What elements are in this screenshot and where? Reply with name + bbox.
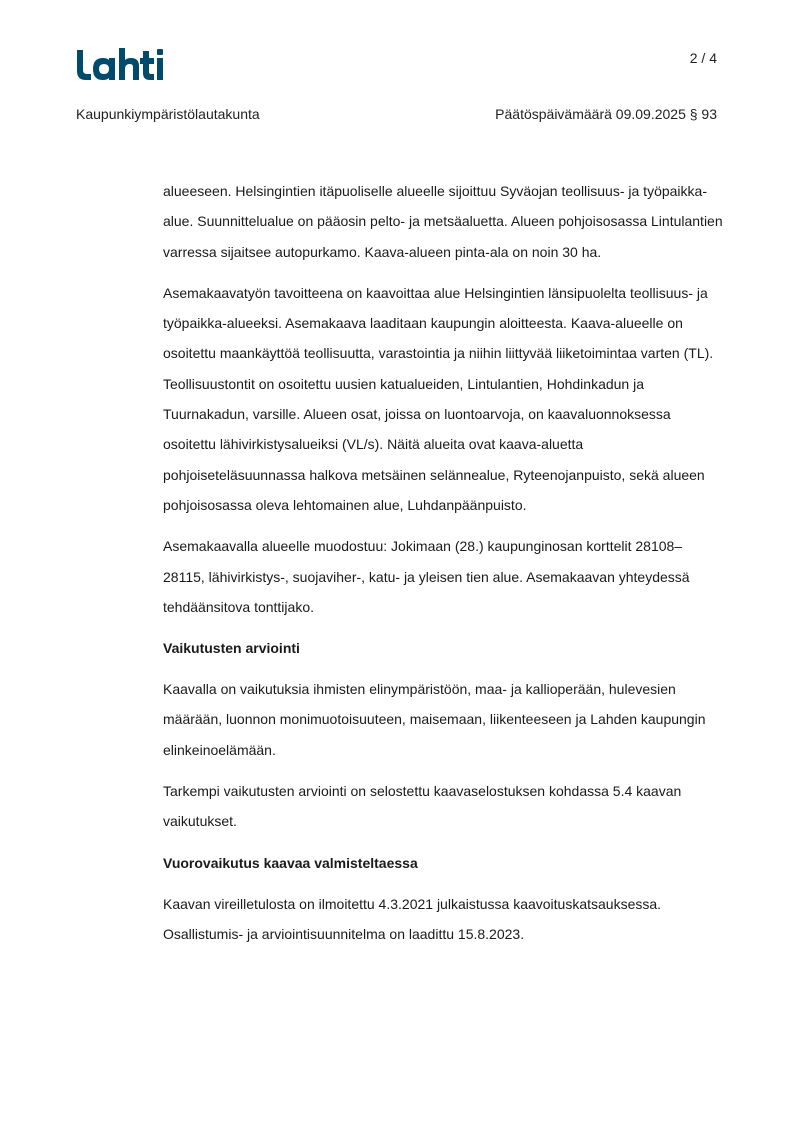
paragraph: Kaavalla on vaikutuksia ihmisten elinympäristöön, maa- ja kallioperään, hulevesien määrään, luonnon monimuotoisuuteen, maisemaan, liikenteeseen ja Lahden kaupungin elinkeinoelämään. [163, 681, 706, 758]
lahti-logo [75, 46, 167, 82]
paragraph: Tarkempi vaikutusten arviointi on selostettu kaavaselostuksen kohdassa 5.4 kaavan vaikutukset. [163, 783, 682, 830]
paragraph: alueeseen. Helsingintien itäpuoliselle alueelle sijoittuu Syväojan teollisuus- ja työpaikka-alue. Suunnittelualue on pääosin pelto- ja metsäaluetta. Alueen pohjoisosassa Lintulantien varressa sijaitsee autopurkamo. Kaava-alueen pinta-ala on noin 30 ha. [163, 183, 723, 260]
paragraph: Asemakaavatyön tavoitteena on kaavoittaa alue Helsingintien länsipuolelta teollisuus- ja työpaikka-alueeksi. Asemakaava laaditaan kaupungin aloitteesta. Kaava-alueelle on osoitettu maankäyttöä teollisuutta, varastointia ja niihin liittyvää liiketoimintaa varten (TL). Teollisuustontit on osoitettu uusien katualueiden, Lintulantien, Hohdinkadun ja Tuurnakadun, varsille. Alueen osat, joissa on luontoarvoja, on kaavaluonnoksessa osoitettu lähivirkistysalueiksi (VL/s). Näitä alueita ovat kaava-aluetta pohjoiseteläsuunnassa halkova metsäinen selännealue, Ryteenojanpuisto, sekä alueen pohjoisosassa oleva lehtomainen alue, Luhdanpäänpuisto. [163, 284, 714, 513]
section-heading: Vuorovaikutus kaavaa valmisteltaessa [163, 854, 418, 871]
lahti-logo-icon [75, 46, 167, 82]
document-body [163, 176, 723, 960]
paragraph-line: Osallistumis- ja arviointisuunnitelma on laadittu 15.8.2023. [163, 925, 525, 942]
page-number: 2 / 4 [689, 50, 717, 66]
decision-date: Päätöspäivämäärä 09.09.2025 § 93 [495, 106, 717, 122]
organization-name: Kaupunkiympäristölautakunta [76, 106, 260, 122]
section-heading: Vaikutusten arviointi [163, 640, 300, 657]
paragraph: Asemakaavalla alueelle muodostuu: Jokimaan (28.) kaupunginosan korttelit 28108–28115, lähivirkistys-, suojaviher-, katu- ja yleisen tien alue. Asemakaavan yhteydessä tehdäänsitova tonttijako. [163, 538, 690, 615]
paragraph-line: Kaavan vireilletulosta on ilmoitettu 4.3.2021 julkaistussa kaavoituskatsauksessa. [163, 895, 662, 912]
